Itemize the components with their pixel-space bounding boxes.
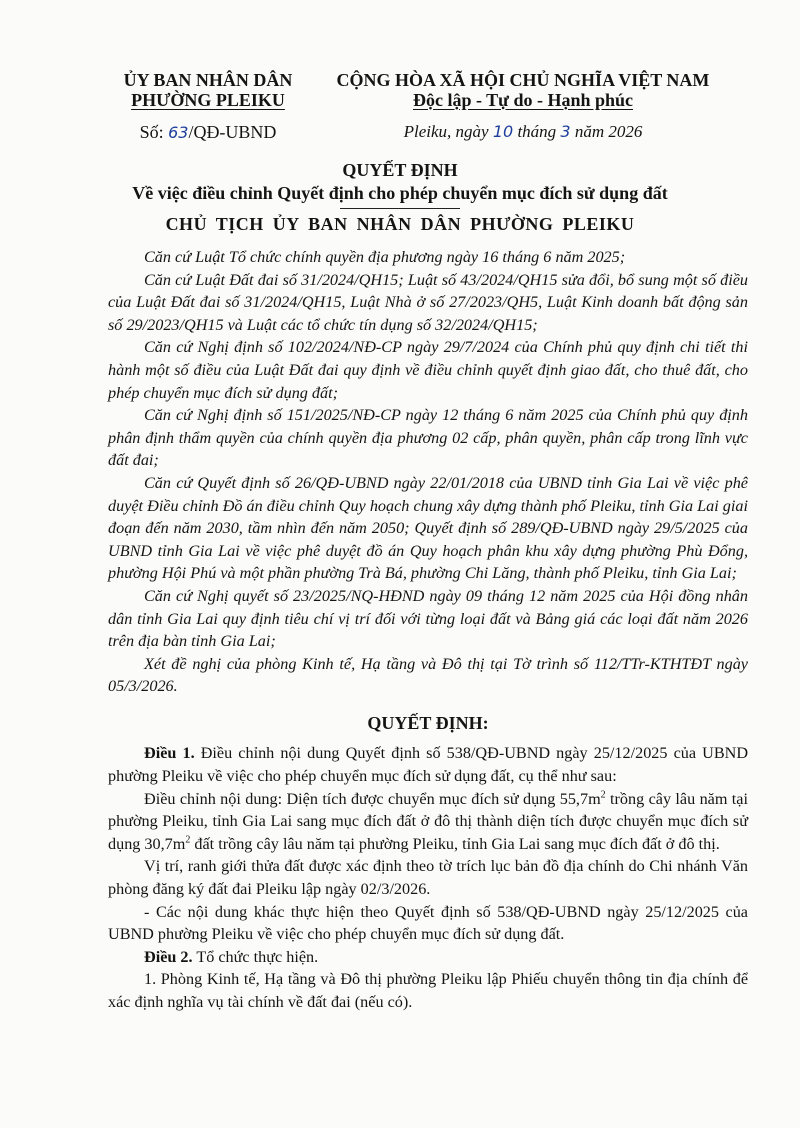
- handwritten-day: 10: [492, 122, 514, 141]
- handwritten-month: 3: [560, 122, 571, 141]
- document-body: [108, 246, 748, 1014]
- issue-date: Pleiku, ngày 10 tháng 3 năm 2026: [403, 122, 643, 141]
- national-motto: Độc lập - Tự do - Hạnh phúc: [412, 90, 634, 110]
- article-2-text: Tổ chức thực hiện.: [196, 947, 319, 966]
- article-1-label: Điều 1.: [144, 744, 195, 763]
- article-1: [108, 742, 748, 787]
- legal-basis: Căn cứ Nghị định số 151/2025/NĐ-CP ngày 12 tháng 6 năm 2025 của Chính phủ quy định phân định thẩm quyền của chính quyền địa phương 02 cấp, phân quyền, phân cấp trong lĩnh vực đất đai;: [108, 406, 748, 470]
- legal-basis: Căn cứ Luật Tổ chức chính quyền địa phương ngày 16 tháng 6 năm 2025;: [144, 248, 626, 266]
- article-2-label: Điều 2.: [144, 947, 193, 966]
- document-number: Số: 63/QĐ-UBND: [139, 122, 277, 142]
- subtitle-divider: [340, 208, 460, 209]
- document-subtitle: Về việc điều chỉnh Quyết định cho phép chuyển mục đích sử dụng đất: [132, 183, 668, 203]
- legal-basis: Căn cứ Luật Đất đai số 31/2024/QH15; Luật số 43/2024/QH15 sửa đổi, bổ sung một số điều của Luật Đất đai số 31/2024/QH15, Luật Nhà ở số 27/2023/QH5, Luật Kinh doanh bất động sản số 29/2023/QH15 và Luật các tổ chức tín dụng số 32/2024/QH15;: [108, 270, 748, 334]
- national-header: [318, 70, 728, 142]
- issuing-organization: [108, 70, 308, 143]
- issuing-authority: CHỦ TỊCH ỦY BAN NHÂN DÂN PHƯỜNG PLEIKU: [165, 214, 635, 234]
- document-title: QUYẾT ĐỊNH: [342, 160, 458, 180]
- article-2: [108, 946, 748, 969]
- legal-basis: Căn cứ Quyết định số 26/QĐ-UBND ngày 22/01/2018 của UBND tỉnh Gia Lai về việc phê duyệt Điều chỉnh Đồ án điều chỉnh Quy hoạch chung xây dựng thành phố Pleiku, tỉnh Gia Lai giai đoạn đến năm 2030, tầm nhìn đến năm 2050; Quyết định số 289/QĐ-UBND ngày 29/5/2025 của UBND tỉnh Gia Lai về việc phê duyệt đồ án Quy hoạch phân khu xây dựng phường Phù Đổng, phường Hội Phú và một phần phường Trà Bá, phường Chi Lăng, thành phố Pleiku, tỉnh Gia Lai;: [108, 473, 748, 583]
- article-2-item-1: 1. Phòng Kinh tế, Hạ tầng và Đô thị phường Pleiku lập Phiếu chuyển thông tin địa chính để xác định nghĩa vụ tài chính về đất đai (nếu có).: [108, 970, 748, 1011]
- org-line-1: ỦY BAN NHÂN DÂN: [123, 70, 293, 90]
- article-1-location: Vị trí, ranh giới thửa đất được xác định theo tờ trích lục bản đồ địa chính do Chi nhánh Văn phòng đăng ký đất đai Pleiku lập ngày 02/3/2026.: [108, 857, 748, 899]
- decision-heading: QUYẾT ĐỊNH:: [367, 712, 489, 733]
- proposal-basis: Xét đề nghị của phòng Kinh tế, Hạ tầng và Đô thị tại Tờ trình số 112/TTr-KTHTĐT ngày 05/3/2026.: [108, 654, 748, 696]
- article-1-text: Điều chỉnh nội dung Quyết định số 538/QĐ-UBND ngày 25/12/2025 của UBND phường Pleiku về việc cho phép chuyển mục đích sử dụng đất, cụ thể như sau:: [108, 744, 749, 786]
- org-line-2: PHƯỜNG PLEIKU: [131, 90, 285, 110]
- handwritten-number: 63: [168, 123, 189, 142]
- legal-basis: Căn cứ Nghị quyết số 23/2025/NQ-HĐND ngày 09 tháng 12 năm 2025 của Hội đồng nhân dân tỉnh Gia Lai quy định tiêu chí vị trí đối với từng loại đất và Bảng giá các loại đất năm 2026 trên địa bàn tỉnh Gia Lai;: [108, 586, 748, 651]
- nation-name: CỘNG HÒA XÃ HỘI CHỦ NGHĨA VIỆT NAM: [336, 70, 710, 90]
- legal-basis: Căn cứ Nghị định số 102/2024/NĐ-CP ngày 29/7/2024 của Chính phủ quy định chi tiết thi hành một số điều của Luật Đất đai quy định về điều chỉnh quyết định giao đất, cho thuê đất, cho phép chuyển mục đích sử dụng đất;: [108, 338, 748, 402]
- article-1-other: - Các nội dung khác thực hiện theo Quyết định số 538/QĐ-UBND ngày 25/12/2025 của UBND phường Pleiku về việc cho phép chuyển mục đích sử dụng đất.: [108, 902, 748, 944]
- article-1-adjustment: Điều chỉnh nội dung: Diện tích được chuyển mục đích sử dụng $55,7m^2$ trồng cây lâu năm tại phường Pleiku, tỉnh Gia Lai sang mục đích đất ở đô thị thành diện tích được chuyển mục đích sử dụng $30,7m^2$ đất trồng cây lâu năm tại phường Pleiku, tỉnh Gia Lai sang mục đích đất ở đô thị.: [108, 789, 748, 853]
